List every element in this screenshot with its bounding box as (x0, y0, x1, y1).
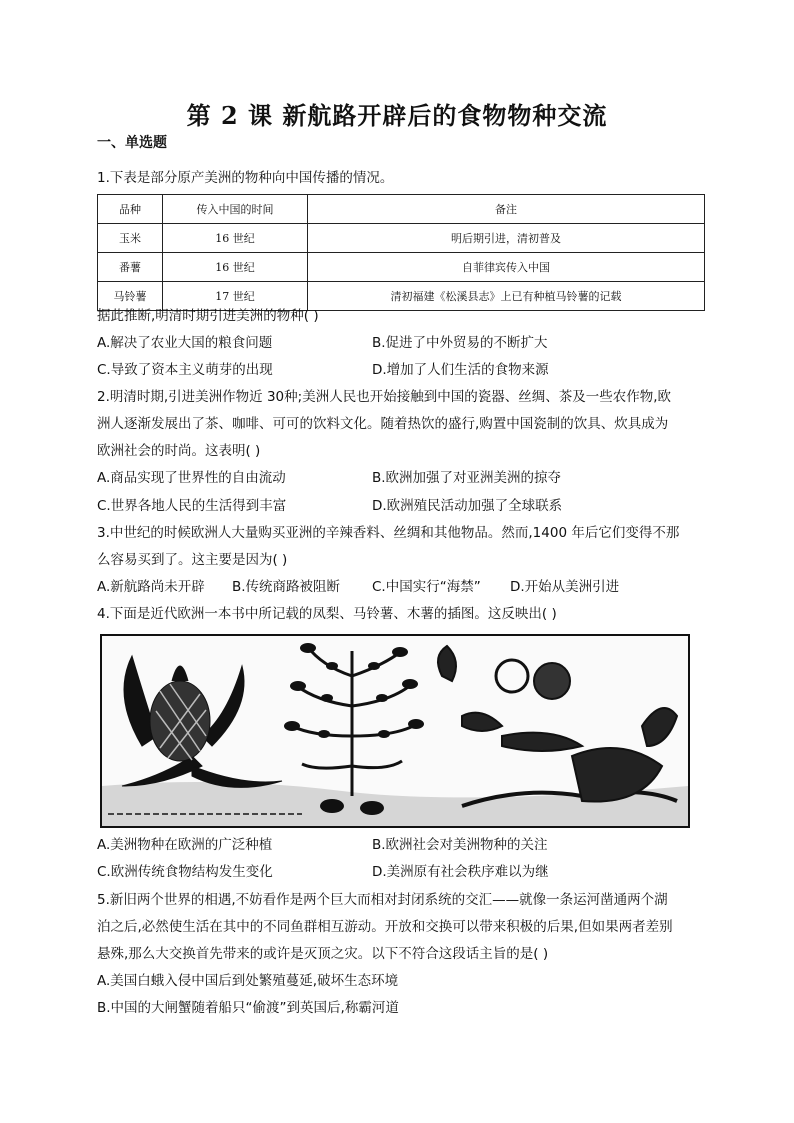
q2-stem-line: 欧洲社会的时尚。这表明( ) (97, 443, 261, 459)
section-heading: 一、单选题 (97, 135, 167, 151)
q3-stem-line: 么容易买到了。这主要是因为( ) (97, 552, 288, 568)
q3-stem-line: 3.中世纪的时候欧洲人大量购买亚洲的辛辣香料、丝绸和其他物品。然而,1400 年后它们变得不那 (97, 525, 680, 541)
q4-option-d: D.美洲原有社会秩序难以为继 (372, 864, 549, 880)
q1-stem: 1.下表是部分原产美洲的物种向中国传播的情况。 (97, 170, 394, 186)
q5-option-b: B.中国的大闸蟹随着船只“偷渡”到英国后,称霸河道 (97, 1000, 399, 1016)
table-cell: 16 世纪 (163, 224, 308, 253)
table-cell: 自菲律宾传入中国 (308, 253, 705, 282)
q2-stem-line: 2.明清时期,引进美洲作物近 30种;美洲人民也开始接触到中国的瓷器、丝绸、茶及一些农作物,欧 (97, 389, 671, 405)
q2-stem-line: 洲人逐渐发展出了茶、咖啡、可可的饮料文化。随着热饮的盛行,购置中国瓷制的饮具、炊具成为 (97, 416, 669, 432)
q1-option-b: B.促进了中外贸易的不断扩大 (372, 335, 548, 351)
q4-option-a: A.美洲物种在欧洲的广泛种植 (97, 837, 273, 853)
page-title: 第 2 课 新航路开辟后的食物物种交流 (186, 101, 608, 130)
q4-option-b: B.欧洲社会对美洲物种的关注 (372, 837, 548, 853)
table-header-cell: 备注 (308, 195, 705, 224)
species-table (97, 194, 705, 311)
q2-option-c: C.世界各地人民的生活得到丰富 (97, 498, 287, 514)
table-cell: 清初福建《松溪县志》上已有种植马铃薯的记载 (308, 282, 705, 311)
table-cell: 17 世纪 (163, 282, 308, 311)
q4-option-c: C.欧洲传统食物结构发生变化 (97, 864, 273, 880)
cassava-drawing (438, 646, 677, 806)
q4-stem: 4.下面是近代欧洲一本书中所记载的凤梨、马铃薯、木薯的插图。这反映出( ) (97, 606, 557, 622)
q2-option-a: A.商品实现了世界性的自由流动 (97, 470, 286, 486)
table-row (98, 253, 705, 282)
q5-stem-line: 5.新旧两个世界的相遇,不妨看作是两个巨大而相对封闭系统的交汇——就像一条运河凿通两个湖 (97, 892, 668, 908)
q3-option-b: B.传统商路被阻断 (232, 579, 341, 595)
table-cell: 玉米 (98, 224, 163, 253)
q1-option-c: C.导致了资本主义萌芽的出现 (97, 362, 273, 378)
q3-option-d: D.开始从美洲引进 (510, 579, 620, 595)
q2-option-d: D.欧洲殖民活动加强了全球联系 (372, 498, 563, 514)
table-cell: 明后期引进，清初普及 (308, 224, 705, 253)
plants-illustration (100, 634, 690, 828)
q3-option-a: A.新航路尚未开辟 (97, 579, 205, 595)
pineapple-drawing (122, 656, 282, 787)
table-cell: 16 世纪 (163, 253, 308, 282)
q5-stem-line: 悬殊,那么大交换首先带来的或许是灭顶之灾。以下不符合这段话主旨的是( ) (97, 946, 549, 962)
q1-option-a: A.解决了农业大国的粮食问题 (97, 335, 273, 351)
plants-drawing (102, 636, 688, 826)
q3-option-c: C.中国实行“海禁” (372, 579, 481, 595)
q2-option-b: B.欧洲加强了对亚洲美洲的掠夺 (372, 470, 562, 486)
table-cell: 番薯 (98, 253, 163, 282)
table-header-cell: 品种 (98, 195, 163, 224)
q1-option-d: D.增加了人们生活的食物来源 (372, 362, 549, 378)
table-cell: 马铃薯 (98, 282, 163, 311)
table-header-cell: 传入中国的时间 (163, 195, 308, 224)
table-header-row (98, 195, 705, 224)
q5-option-a: A.美国白蛾入侵中国后到处繁殖蔓延,破坏生态环境 (97, 973, 399, 989)
q5-stem-line: 泊之后,必然使生活在其中的不同鱼群相互游动。开放和交换可以带来积极的后果,但如果两者差别 (97, 919, 673, 935)
table-row (98, 224, 705, 253)
q1-ask: 据此推断,明清时期引进美洲的物种( ) (97, 308, 319, 324)
